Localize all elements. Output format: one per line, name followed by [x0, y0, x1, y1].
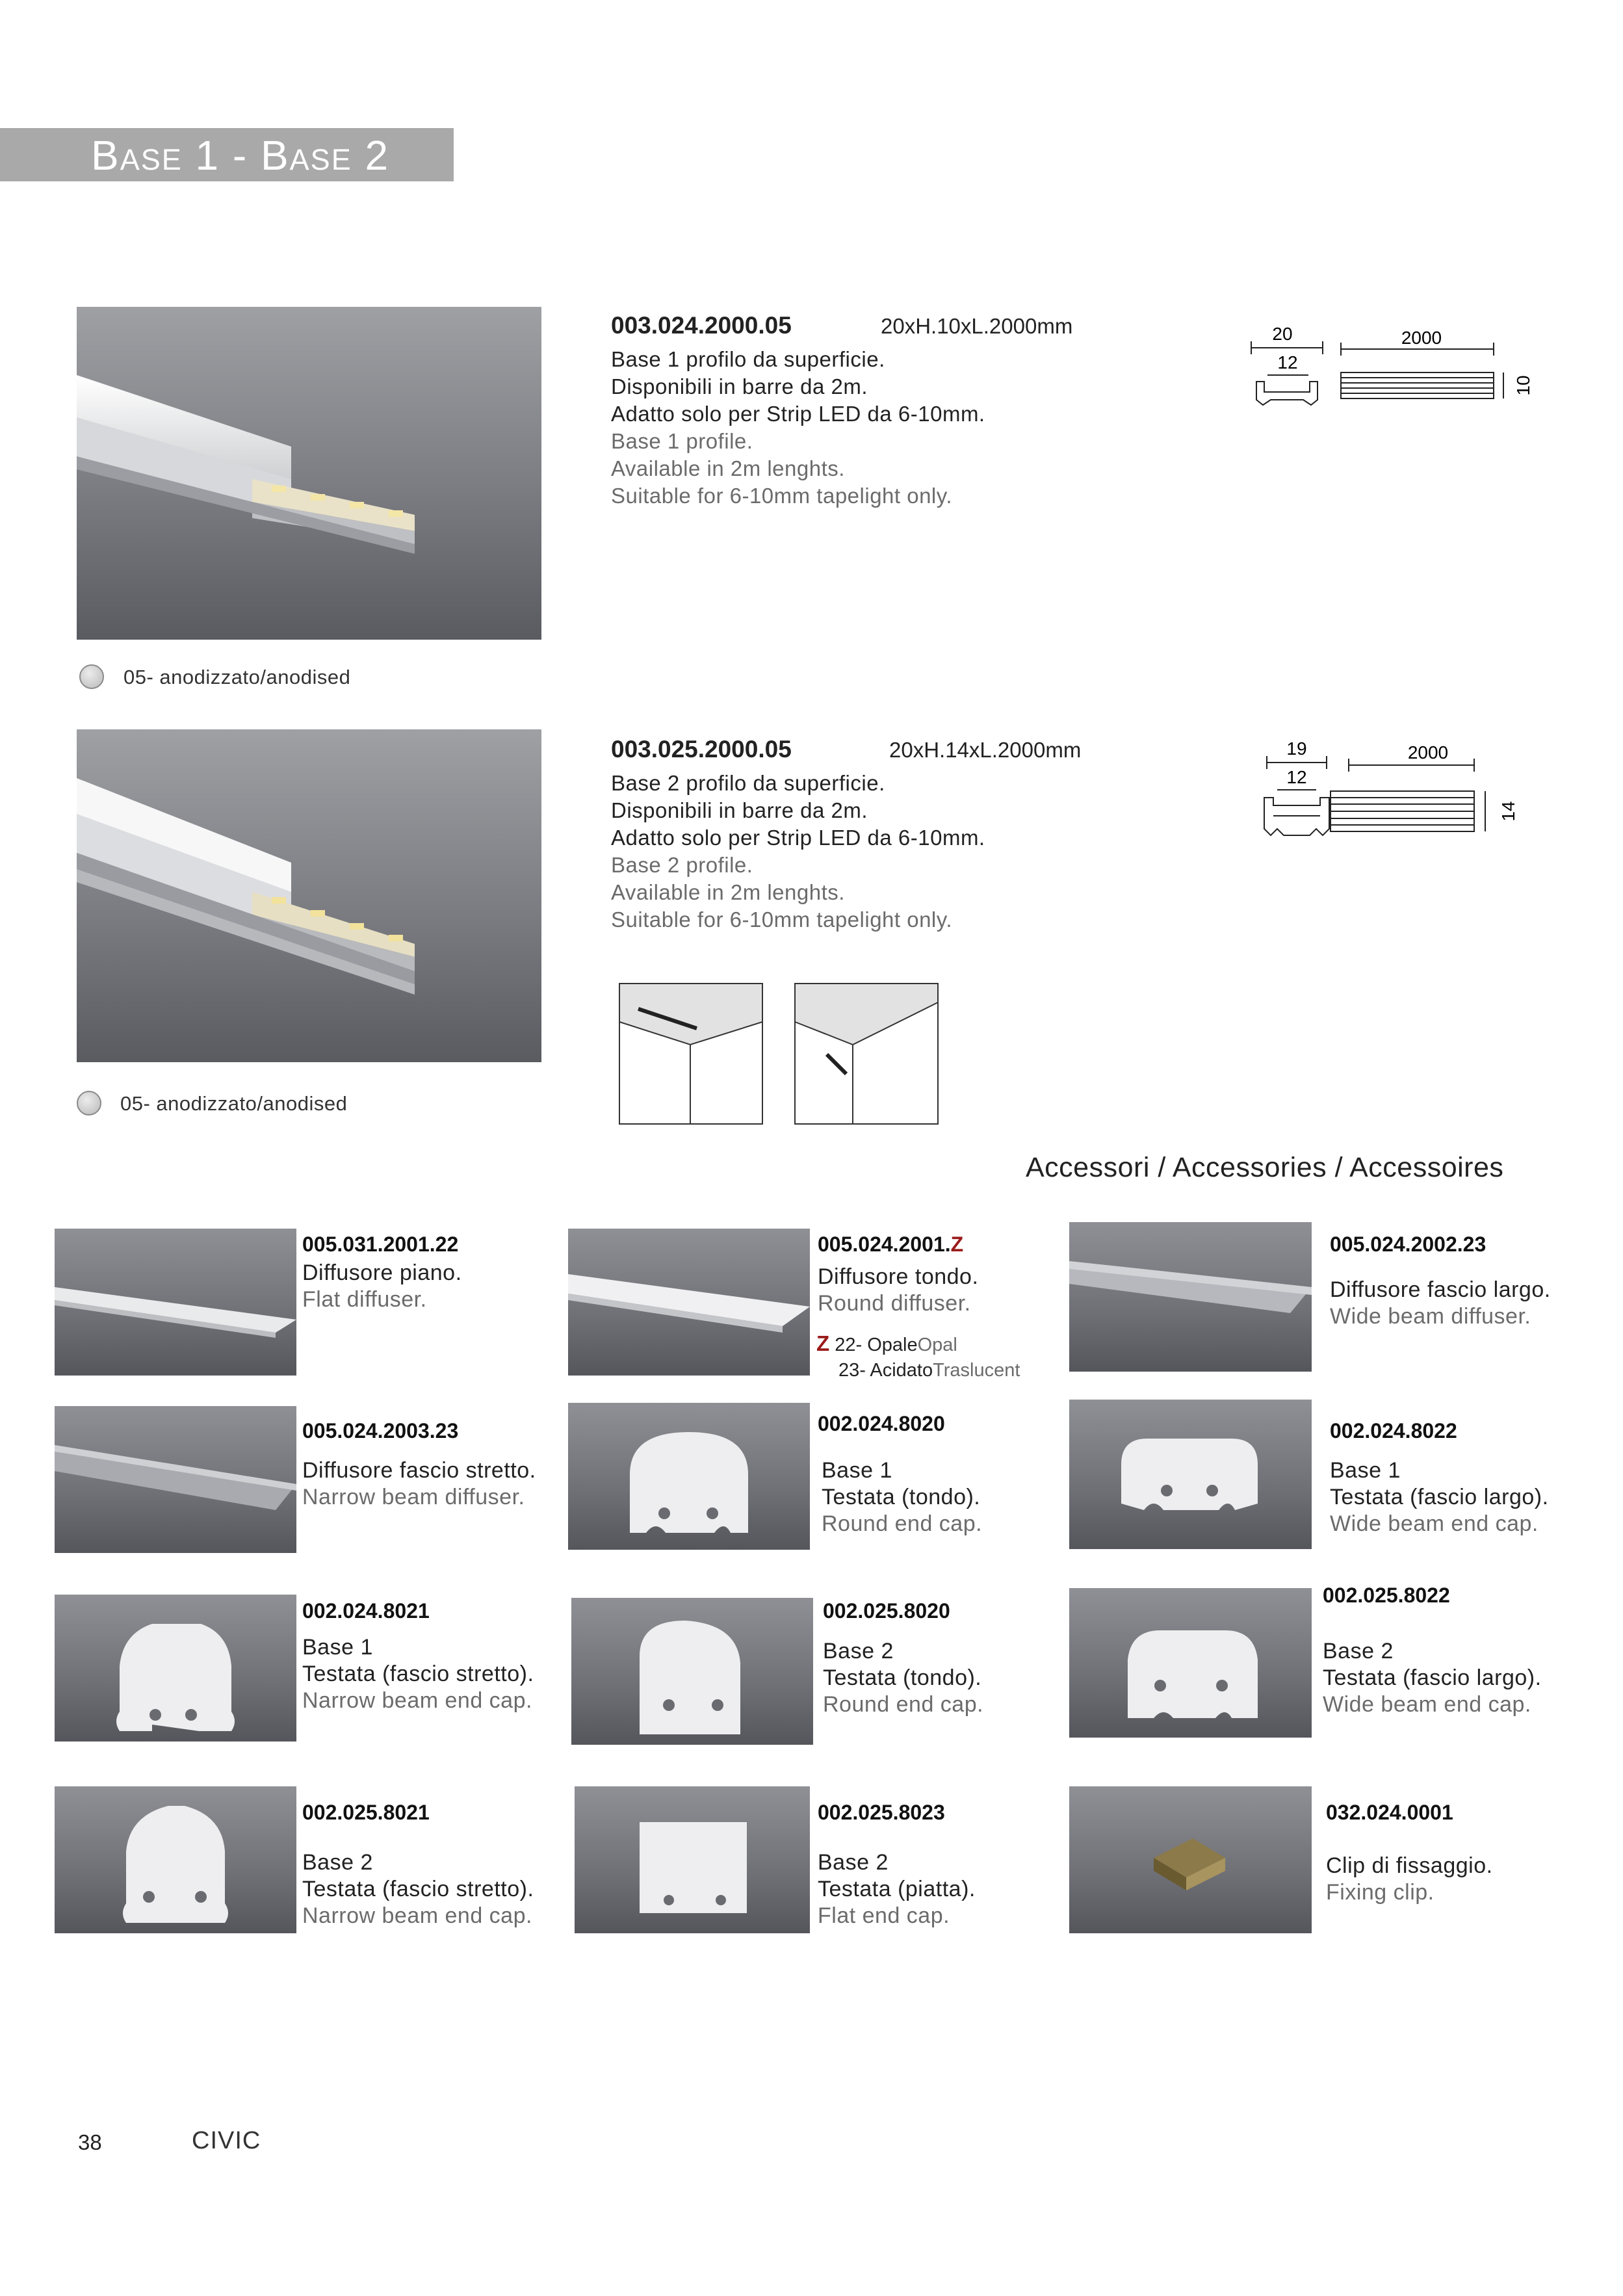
accessory-description — [302, 1634, 534, 1714]
desc-line-en: Flat diffuser. — [302, 1287, 427, 1312]
brand-logo: CIVIC — [192, 2127, 261, 2154]
accessory-code: 005.024.2003.23 — [302, 1419, 459, 1442]
installation-diagram-wall — [619, 983, 763, 1125]
accessory-thumb-narrow-beam-diffuser — [55, 1406, 296, 1553]
desc-line: Adatto solo per Strip LED da 6-10mm. — [611, 402, 985, 426]
desc-line-en: Suitable for 6-10mm tapelight only. — [611, 907, 952, 932]
option-name-en: Opal — [917, 1335, 957, 1355]
finish-label: 05- anodizzato/anodised — [123, 666, 351, 688]
page-number: 38 — [78, 2130, 102, 2154]
finish-label: 05- anodizzato/anodised — [120, 1092, 348, 1115]
accessory-description — [818, 1849, 976, 1929]
desc-line-en: Narrow beam diffuser. — [302, 1485, 525, 1509]
option-name-en: Traslucent — [933, 1360, 1020, 1381]
dim-length: 2000 — [1407, 742, 1449, 763]
desc-line-en: Base 2 profile. — [611, 853, 753, 877]
desc-line-en: Wide beam end cap. — [1323, 1692, 1531, 1717]
desc-line: Testata (fascio largo). — [1323, 1665, 1542, 1690]
accessory-code: 002.025.8021 — [302, 1801, 430, 1824]
desc-line: Base 1 — [822, 1458, 892, 1483]
product-photo-base1 — [77, 307, 541, 640]
accessory-description — [1330, 1277, 1551, 1330]
page-title: Base 1 - Base 2 — [91, 132, 390, 179]
option-name: Acidato — [870, 1360, 933, 1381]
accessory-description — [822, 1457, 982, 1537]
finish-swatch — [79, 664, 104, 689]
desc-line: Disponibili in barre da 2m. — [611, 374, 868, 398]
desc-line: Base 1 profilo da superficie. — [611, 347, 885, 371]
technical-drawing-base1 — [1245, 322, 1570, 419]
code-base: 005.024.2001. — [818, 1233, 951, 1256]
profile-image — [77, 729, 541, 1062]
accessory-thumb-end-cap — [1069, 1588, 1312, 1738]
product-code: 003.024.2000.05 — [611, 312, 792, 339]
dim-inner-width: 12 — [1277, 352, 1298, 372]
option-number: 23- — [838, 1360, 866, 1381]
product-dimensions: 20xH.14xL.2000mm — [889, 738, 1082, 762]
dim-height: 14 — [1498, 801, 1518, 822]
accessory-thumb-end-cap — [568, 1403, 810, 1550]
desc-line-en: Flat end cap. — [818, 1903, 950, 1928]
accessory-thumb-end-cap — [55, 1595, 296, 1742]
desc-line: Diffusore fascio stretto. — [302, 1458, 536, 1483]
desc-line: Clip di fissaggio. — [1326, 1853, 1493, 1878]
accessory-code: 005.031.2001.22 — [302, 1233, 459, 1256]
desc-line: Testata (tondo). — [822, 1485, 981, 1509]
desc-line-en: Round diffuser. — [818, 1291, 971, 1316]
accessory-code: 002.025.8020 — [823, 1599, 950, 1623]
accessory-code: 002.024.8020 — [818, 1412, 945, 1435]
accessory-description — [302, 1260, 462, 1313]
accessories-title: Accessori / Accessories / Accessoires — [1026, 1152, 1504, 1183]
desc-line: Base 2 — [1323, 1639, 1394, 1663]
accessory-thumb-end-cap — [571, 1598, 813, 1745]
accessory-code: 002.024.8022 — [1330, 1419, 1457, 1442]
accessory-code: 002.025.8022 — [1323, 1584, 1450, 1607]
finish-swatch — [77, 1091, 101, 1115]
desc-line-en: Round end cap. — [823, 1692, 984, 1717]
desc-line: Diffusore fascio largo. — [1330, 1277, 1551, 1302]
accessory-description — [1326, 1853, 1493, 1906]
installation-diagram-corner — [794, 983, 939, 1125]
accessory-code: 002.024.8021 — [302, 1599, 430, 1623]
desc-line: Testata (tondo). — [823, 1665, 982, 1690]
profile-image — [77, 307, 541, 640]
desc-line: Base 2 — [302, 1850, 373, 1875]
desc-line-en: Wide beam diffuser. — [1330, 1304, 1531, 1329]
desc-line: Base 1 — [302, 1635, 373, 1660]
desc-line-en: Base 1 profile. — [611, 429, 753, 453]
accessory-description — [1323, 1638, 1542, 1718]
accessory-thumb-flat-end-cap — [575, 1786, 810, 1933]
option-row — [816, 1331, 957, 1356]
dim-outer-width: 20 — [1272, 324, 1293, 344]
accessory-code — [818, 1233, 963, 1257]
accessory-description — [823, 1638, 983, 1718]
product-dimensions: 20xH.10xL.2000mm — [881, 314, 1073, 338]
technical-drawing-base2 — [1258, 738, 1570, 848]
desc-line: Base 2 profilo da superficie. — [611, 771, 885, 795]
product-description — [611, 346, 985, 510]
option-name: Opale — [867, 1335, 918, 1355]
product-description — [611, 770, 985, 933]
desc-line-en: Available in 2m lenghts. — [611, 880, 845, 904]
option-row — [838, 1360, 1020, 1381]
desc-line: Base 2 — [823, 1639, 894, 1663]
accessory-description — [818, 1264, 978, 1317]
desc-line: Testata (fascio stretto). — [302, 1877, 534, 1901]
desc-line-en: Fixing clip. — [1326, 1880, 1435, 1905]
desc-line-en: Round end cap. — [822, 1511, 983, 1536]
desc-line: Base 1 — [1330, 1458, 1401, 1483]
desc-line: Diffusore tondo. — [818, 1264, 979, 1289]
accessory-thumb-end-cap — [1069, 1400, 1312, 1549]
dim-inner-width: 12 — [1286, 767, 1307, 787]
option-number: 22- — [835, 1335, 863, 1355]
desc-line-en: Available in 2m lenghts. — [611, 456, 845, 480]
desc-line-en: Suitable for 6-10mm tapelight only. — [611, 484, 952, 508]
accessory-code: 002.025.8023 — [818, 1801, 945, 1824]
accessory-thumb-wide-beam-diffuser — [1069, 1222, 1312, 1372]
accessory-description — [1330, 1457, 1549, 1537]
desc-line: Testata (piatta). — [818, 1877, 976, 1901]
accessory-description — [302, 1457, 536, 1511]
option-marker: Z — [816, 1331, 830, 1355]
desc-line-en: Narrow beam end cap. — [302, 1903, 532, 1928]
dim-height: 10 — [1513, 375, 1533, 396]
desc-line: Adatto solo per Strip LED da 6-10mm. — [611, 826, 985, 850]
accessory-thumb-flat-diffuser — [55, 1229, 296, 1376]
desc-line: Disponibili in barre da 2m. — [611, 798, 868, 822]
desc-line-en: Narrow beam end cap. — [302, 1688, 532, 1713]
product-code: 003.025.2000.05 — [611, 736, 792, 763]
product-photo-base2 — [77, 729, 541, 1062]
accessory-thumb-round-diffuser — [568, 1229, 810, 1376]
dim-outer-width: 19 — [1286, 738, 1307, 759]
desc-line-en: Wide beam end cap. — [1330, 1511, 1539, 1536]
desc-line: Diffusore piano. — [302, 1260, 462, 1285]
accessory-code: 005.024.2002.23 — [1330, 1233, 1487, 1256]
code-suffix: Z — [950, 1233, 964, 1256]
accessory-description — [302, 1849, 534, 1929]
accessory-code: 032.024.0001 — [1326, 1801, 1453, 1824]
desc-line: Testata (fascio stretto). — [302, 1662, 534, 1686]
desc-line: Base 2 — [818, 1850, 889, 1875]
dim-length: 2000 — [1401, 328, 1442, 348]
desc-line: Testata (fascio largo). — [1330, 1485, 1549, 1509]
accessory-thumb-end-cap — [55, 1786, 296, 1933]
accessory-thumb-fixing-clip — [1069, 1786, 1312, 1933]
